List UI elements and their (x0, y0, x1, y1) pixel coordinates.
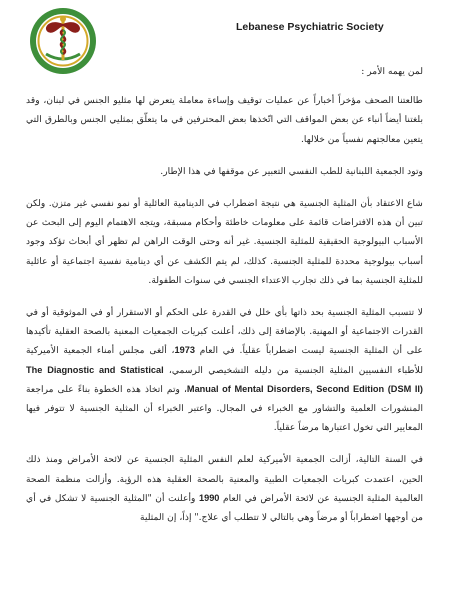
paragraph-who-removal (26, 450, 423, 527)
organization-name: Lebanese Psychiatric Society (236, 21, 384, 33)
year-1990: 1990 (198, 492, 220, 503)
paragraph-dsm-removal (26, 303, 423, 437)
paragraph-news-reports: طالعتنا الصحف مؤخراً أخباراً عن عمليات توقيف وإساءة معاملة يتعرض لها مثليو الجنس في لبنان، وقد بلغتنا أيضاً أنباء عن بعض المواقف التي اتّخذها بعض المحترفين في ما يتعلّق بمثليي الجنس وبالطرق التي يتعين معالجتهم نفسياً من خلالها. (26, 95, 423, 145)
who-text-part-1: في السنة التالية، أزالت الجمعية الأميركية لعلم النفس المثلية الجنسية عن لائحة الأمراض ومنذ ذلك الحين، اعتمدت كبريات الجمعيات الطبية والمعنية بالصحة العقلية هذه الرؤية. وأزالت منظمة الصحة العالمية المثلية الجنسية عن لائحة الأمراض في العام (26, 454, 424, 504)
dsm-title: The Diagnostic and Statistical Manual of Mental Disorders, Second Edition (DSM II) (26, 364, 423, 394)
dsm-text-part-3: ، وتم اتخاذ هذه الخطوة بناءً على مراجعة المنشورات العلمية والتشاور مع الخبراء في المجال. واعتبر الخبراء أن المثلية الجنسية لا تتوفر فيها المعايير التي تخول اعتبارها مرضاً عقلياً. (26, 383, 423, 434)
year-1973: 1973 (174, 345, 195, 356)
dsm-text-part-2: ، ألغى مجلس أمناء الجمعية الأميركية للأطباء النفسيين المثلية الجنسية من دليله التشخيصي الرسمي، (26, 345, 423, 376)
who-text-part-2: وأعلنت أن "المثلية الجنسية لا تشكل في أي من أوجهها اضطراباً أو مرضاً وهي بالتالي لا تتطلب أي علاج." إذاً، إن المثلية (26, 492, 423, 524)
dsm-text-part-1: لا تتسبب المثلية الجنسية بحد ذاتها بأي خلل في القدرة على الحكم أو الاستقرار أو في الموثوقية أو في القدرات الاجتماعية أو المهنية. بالإضافة إلى ذلك، أعلنت كبريات الجمعيات المعنية بالصحة العقلية تأكيدها على أن المثلية الجنسية ليست اضطراباً عقلياً. في العام (26, 307, 423, 357)
paragraph-position-statement: وتود الجمعية اللبنانية للطب النفسي التعبير عن موقفها في هذا الإطار. (160, 165, 423, 177)
salutation: لمن يهمه الأمر : (361, 66, 423, 77)
letter-body (26, 62, 423, 540)
paragraph-causes: شاع الاعتقاد بأن المثلية الجنسية هي نتيجة اضطراب في الدينامية العائلية أو نمو نفسي غير متزن. ولكن تبين أن هذه الافتراضات قائمة على معلومات خاطئة وأحكام مسبقة، ويتجه الاهتمام اليوم إلى البحث عن الأسباب البيولوجية الحقيقية للمثلية الجنسية. غير أنه وحتى الوقت الراهن لم تظهر أي أبحاث تؤكد وجود أسباب بيولوجية محددة للمثلية الجنسية. كذلك، لم يتم الكشف عن أي دينامية نفسية اجتماعية أو عائلية للمثلية الجنسية بما في ذلك تجارب الاعتداء الجنسي في سنوات الطفولة. (26, 198, 423, 286)
